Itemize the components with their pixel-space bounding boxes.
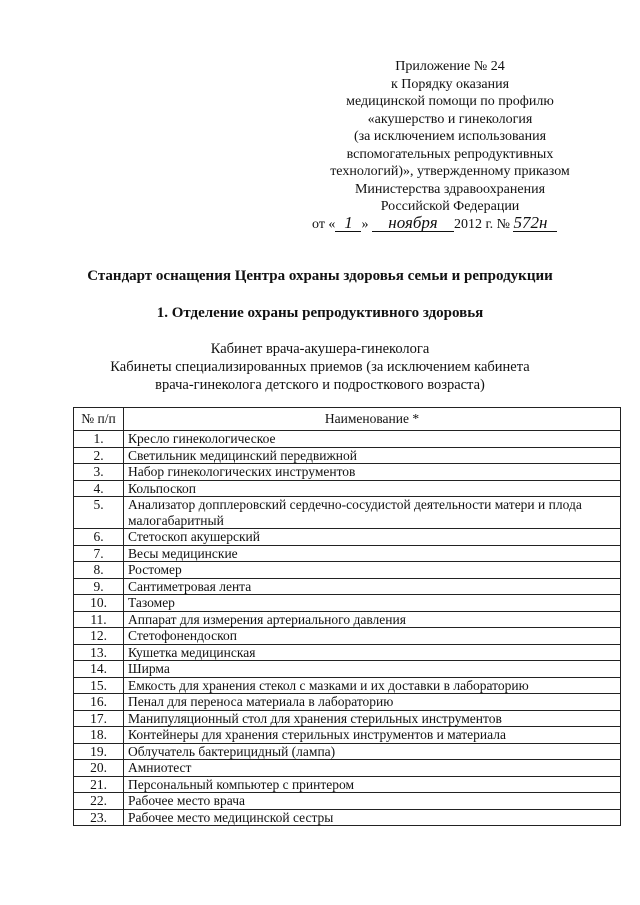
header-name: Наименование * [124,408,621,431]
table-body [74,431,621,826]
table-row [74,480,621,497]
table-row [74,760,621,777]
order-prefix: от « [312,217,336,232]
row-number: 18. [74,727,124,744]
row-name: Облучатель бактерицидный (лампа) [124,743,621,760]
annex-line: технологий)», утвержденному приказом [330,164,570,179]
table-row [74,595,621,612]
row-name: Манипуляционный стол для хранения стерильных инструментов [124,710,621,727]
row-name: Емкость для хранения стекол с мазками и их доставки в лабораторию [124,677,621,694]
row-number: 14. [74,661,124,678]
row-number: 11. [74,611,124,628]
row-number: 3. [74,464,124,481]
order-date-line [300,215,600,233]
row-name: Амниотест [124,760,621,777]
annex-line: медицинской помощи по профилю [346,94,554,109]
row-name: Тазомер [124,595,621,612]
row-name: Анализатор допплеровский сердечно-сосудистой деятельности матери и плода малогабаритный [124,497,621,529]
table-row [74,628,621,645]
row-number: 6. [74,529,124,546]
row-number: 20. [74,760,124,777]
annex-line: «акушерство и гинекология [367,111,533,127]
table-row [74,776,621,793]
order-number-handwritten: 572н [513,215,557,232]
row-number: 19. [74,743,124,760]
annex-line: вспомогательных репродуктивных [346,146,554,162]
section-title: 1. Отделение охраны репродуктивного здоровья [156,305,484,321]
table-row [74,447,621,464]
row-name: Ширма [124,661,621,678]
row-number: 8. [74,562,124,579]
row-number: 7. [74,545,124,562]
row-name: Весы медицинские [124,545,621,562]
table-row [74,562,621,579]
row-number: 1. [74,431,124,448]
table-row [74,710,621,727]
row-name: Сантиметровая лента [124,578,621,595]
annex-line: Российской Федерации [380,199,520,214]
table-row [74,545,621,562]
row-number: 15. [74,677,124,694]
annex-line: Министерства здравоохранения [354,181,546,197]
table-row [74,809,621,826]
header-num: № п/п [74,408,124,431]
cabinet-line-2: Кабинеты специализированных приемов (за исключением кабинета [110,359,530,375]
row-number: 2. [74,447,124,464]
cabinet-line-1: Кабинет врача-акушера-гинеколога [210,341,430,357]
table-row [74,431,621,448]
row-name: Кресло гинекологическое [124,431,621,448]
row-name: Рабочее место врача [124,793,621,810]
row-number: 22. [74,793,124,810]
row-name: Стетоскоп акушерский [124,529,621,546]
table-row [74,497,621,529]
annex-line: Приложение № 24 [395,59,505,74]
row-name: Светильник медицинский передвижной [124,447,621,464]
cabinet-heading [0,340,640,394]
row-name: Набор гинекологических инструментов [124,464,621,481]
row-name: Контейнеры для хранения стерильных инструментов и материала [124,727,621,744]
order-day-handwritten: 1 [335,215,361,232]
row-number: 17. [74,710,124,727]
row-name: Ростомер [124,562,621,579]
row-number: 12. [74,628,124,645]
row-name: Рабочее место медицинской сестры [124,809,621,826]
row-number: 23. [74,809,124,826]
row-number: 4. [74,480,124,497]
equipment-table [73,407,621,826]
row-name: Аппарат для измерения артериального давления [124,611,621,628]
row-name: Кушетка медицинская [124,644,621,661]
standard-title: Стандарт оснащения Центра охраны здоровья семьи и репродукции [87,268,553,284]
row-name: Пенал для переноса материала в лабораторию [124,694,621,711]
order-year-text: 2012 г. № [453,217,510,232]
table-row [74,694,621,711]
table-header-row [74,408,621,431]
row-number: 9. [74,578,124,595]
row-number: 16. [74,694,124,711]
table-row [74,793,621,810]
order-mid: » [361,217,369,232]
row-number: 21. [74,776,124,793]
annex-line: к Порядку оказания [390,76,510,92]
table-row [74,611,621,628]
row-name: Стетофонендоскоп [124,628,621,645]
table-row [74,727,621,744]
table-row [74,464,621,481]
order-month-handwritten: ноября [372,215,454,232]
row-name: Кольпоскоп [124,480,621,497]
table-row [74,644,621,661]
row-number: 5. [74,497,124,529]
annex-line: (за исключением использования [353,129,547,144]
table-row [74,529,621,546]
table-row [74,578,621,595]
table-row [74,743,621,760]
table-row [74,677,621,694]
row-number: 10. [74,595,124,612]
table-row [74,661,621,678]
cabinet-line-3: врача-гинеколога детского и подросткового возраста) [155,377,485,393]
row-number: 13. [74,644,124,661]
row-name: Персональный компьютер с принтером [124,776,621,793]
annex-header [300,58,600,216]
